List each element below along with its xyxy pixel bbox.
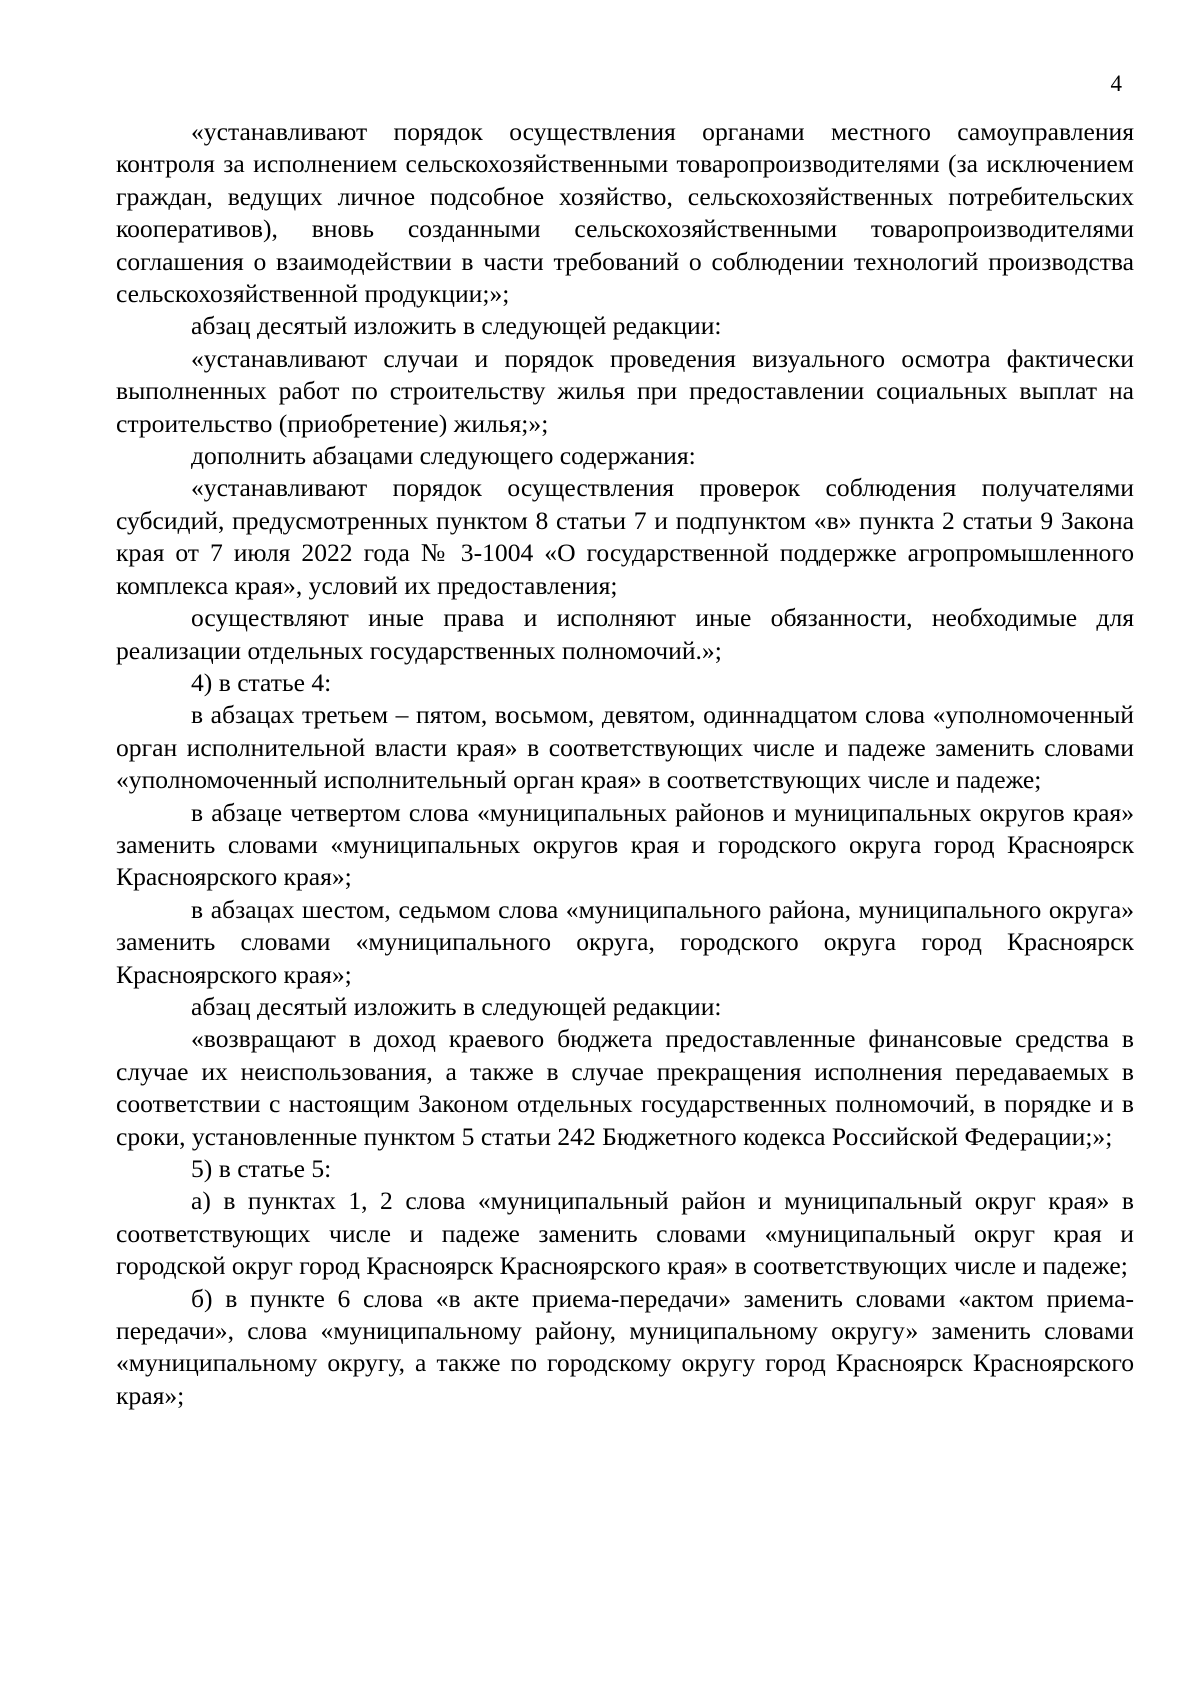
paragraph: «устанавливают порядок осуществления проверок соблюдения получателями субсидий, предусмотренных пунктом 8 статьи 7 и подпунктом «в» пункта 2 статьи 9 Закона края от 7 июля 2022 года № 3-1004 «О государственной поддержке агропромышленного комплекса края», условий их предоставления;: [116, 473, 1134, 600]
paragraph: «устанавливают порядок осуществления органами местного самоуправления контроля за исполнением сельскохозяйственными товаропроизводителями (за исключением граждан, ведущих личное подсобное хозяйство, сельскохозяйственных потребительских кооперативов), вновь созданными сельскохозяйственными товаропроизводителями соглашения о взаимодействии в части требований о соблюдении технологий производства сельскохозяйственной продукции;»;: [116, 117, 1134, 309]
paragraph: 5) в статье 5:: [191, 1154, 332, 1183]
paragraph: в абзаце четвертом слова «муниципальных районов и муниципальных округов края» заменить словами «муниципальных округов края и городского округа город Красноярск Красноярского края»;: [116, 797, 1134, 892]
paragraph: в абзацах шестом, седьмом слова «муниципального района, муниципального округа» заменить словами «муниципального округа, городского округа город Красноярск Красноярского края»;: [116, 894, 1134, 989]
paragraph: в абзацах третьем – пятом, восьмом, девятом, одиннадцатом слова «уполномоченный орган исполнительной власти края» в соответствующих числе и падеже заменить словами «уполномоченный исполнительный орган края» в соответствующих числе и падеже;: [116, 700, 1134, 795]
paragraph: «возвращают в доход краевого бюджета предоставленные финансовые средства в случае их неиспользования, а также в случае прекращения исполнения передаваемых в соответствии с настоящим Законом отдельных государственных полномочий, в порядке и в сроки, установленные пунктом 5 статьи 242 Бюджетного кодекса Российской Федерации;»;: [116, 1024, 1134, 1151]
paragraph: осуществляют иные права и исполняют иные обязанности, необходимые для реализации отдельных государственных полномочий.»;: [116, 603, 1134, 665]
document-body: [116, 116, 1134, 1412]
paragraph: а) в пунктах 1, 2 слова «муниципальный район и муниципальный округ края» в соответствующих числе и падеже заменить словами «муниципальный округ края и городской округ город Красноярск Красноярского края» в соответствующих числе и падеже;: [116, 1186, 1134, 1281]
paragraph: дополнить абзацами следующего содержания:: [191, 441, 696, 471]
paragraph: абзац десятый изложить в следующей редакции:: [191, 991, 722, 1021]
paragraph: б) в пункте 6 слова «в акте приема-передачи» заменить словами «актом приема-передачи», слова «муниципальному району, муниципальному округу» заменить словами «муниципальному округу, а также по городскому округу город Красноярск Красноярского края»;: [116, 1283, 1134, 1410]
paragraph: 4) в статье 4:: [191, 667, 332, 697]
paragraph: «устанавливают случаи и порядок проведения визуального осмотра фактически выполненных работ по строительству жилья при предоставлении социальных выплат на строительство (приобретение) жилья;»;: [116, 343, 1134, 438]
page-number: 4: [1110, 71, 1122, 96]
paragraph: абзац десятый изложить в следующей редакции:: [191, 311, 722, 341]
